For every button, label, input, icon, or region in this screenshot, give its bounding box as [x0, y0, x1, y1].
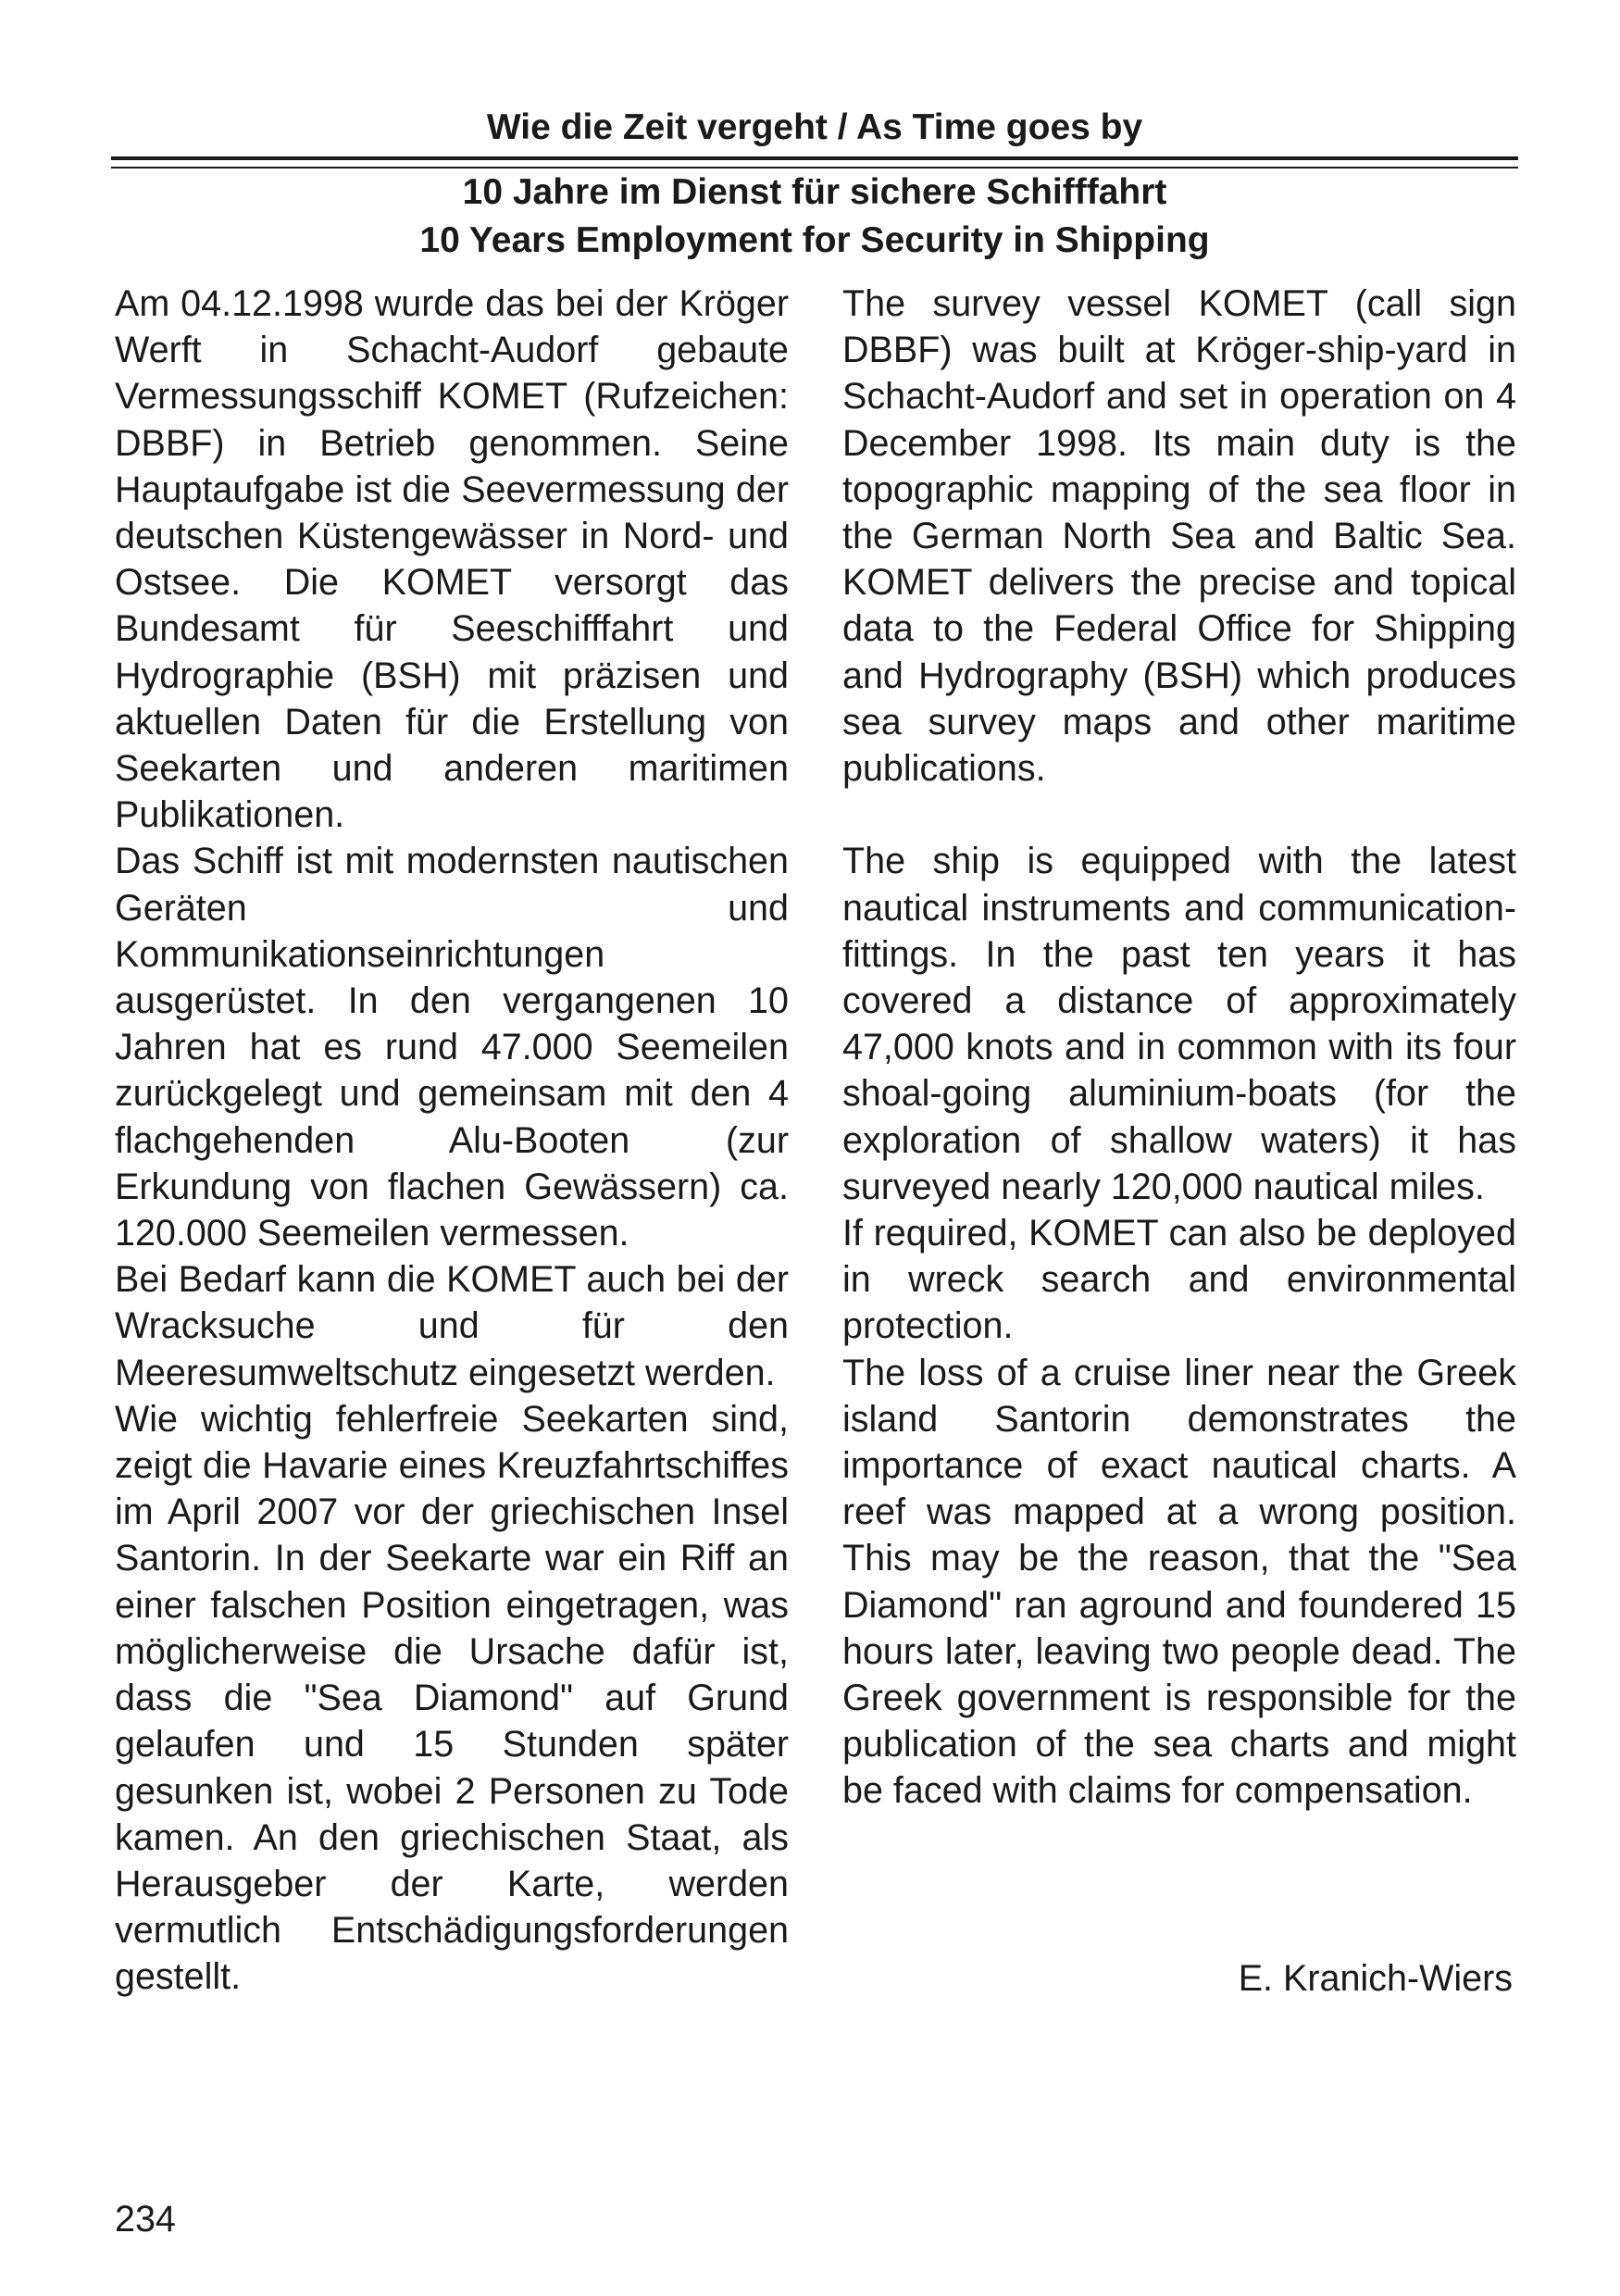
german-paragraph-2: Das Schiff ist mit modernsten nautischen Geräten und Kommunikationseinrichtungen ausgerüstet. In den vergangenen 10 Jahren hat es rund 47.000 Seemeilen zurückgelegt und gemeinsam mit den 4 flachgehenden Alu-Booten (zur Erkundung von flachen Gewässern) ca. 120.000 Seemeilen vermessen. — [115, 841, 789, 1254]
english-paragraph-3: If required, KOMET can also be deployed in wreck search and environmental protection. — [842, 1213, 1516, 1347]
english-paragraph-1: The survey vessel KOMET (call sign DBBF) was built at Kröger-ship-yard in Schacht-Audorf and set in operation on 4 December 1998. Its main duty is the topographic mapping of the sea floor in the German North Sea and Baltic Sea. KOMET delivers the precise and topical data to the Federal Office for Shipping and Hydrography (BSH) which produces sea survey maps and other maritime publications. — [842, 283, 1516, 790]
english-column — [842, 281, 1516, 1815]
author-signature: E. Kranich-Wiers — [1238, 1958, 1513, 1999]
german-paragraph-1: Am 04.12.1998 wurde das bei der Kröger Werft in Schacht-Audorf gebaute Vermessungsschiff KOMET (Rufzeichen: DBBF) in Betrieb genommen. Seine Hauptaufgabe ist die Seevermessung der deutschen Küstengewässer in Nord- und Ostsee. Die KOMET versorgt das Bundesamt für Seeschifffahrt und Hydrographie (BSH) mit präzisen und aktuellen Daten für die Erstellung von Seekarten und anderen maritimen Publikationen. — [115, 283, 789, 836]
german-paragraph-4: Wie wichtig fehlerfreie Seekarten sind, zeigt die Havarie eines Kreuzfahrtschiffes im April 2007 vor der griechischen Insel Santorin. In der Seekarte war ein Riff an einer falschen Position eingetragen, was möglicherweise die Ursache dafür ist, dass die "Sea Diamond" auf Grund gelaufen und 15 Stunden später gesunken ist, wobei 2 Personen zu Tode kamen. An den griechischen Staat, als Herausgeber der Karte, werden vermutlich Entschädigungsforderungen gestellt. — [115, 1398, 789, 1998]
german-column — [115, 281, 789, 2001]
headline-german: 10 Jahre im Dienst für sichere Schifffahrt — [462, 172, 1167, 212]
headline-english: 10 Years Employment for Security in Shipping — [419, 220, 1210, 260]
page-number: 234 — [115, 2199, 176, 2240]
german-paragraph-3: Bei Bedarf kann die KOMET auch bei der Wracksuche und für den Meeresumweltschutz eingesetzt werden. — [115, 1259, 789, 1393]
english-paragraph-4: The loss of a cruise liner near the Greek island Santorin demonstrates the importance of exact nautical charts. A reef was mapped at a wrong position. This may be the reason, that the "Sea Diamond" ran aground and foundered 15 hours later, leaving two people dead. The Greek government is responsible for the publication of the sea charts and might be faced with claims for compensation. — [842, 1352, 1516, 1812]
english-paragraph-2: The ship is equipped with the latest nautical instruments and communication-fittings. In the past ten years it has covered a distance of approximately 47,000 knots and in common with its four shoal-going aluminium-boats (for the exploration of shallow waters) it has surveyed nearly 120,000 nautical miles. — [842, 841, 1516, 1207]
header-rule-thick — [111, 156, 1518, 160]
section-title: Wie die Zeit vergeht / As Time goes by — [486, 107, 1143, 147]
article-headline — [111, 168, 1518, 265]
